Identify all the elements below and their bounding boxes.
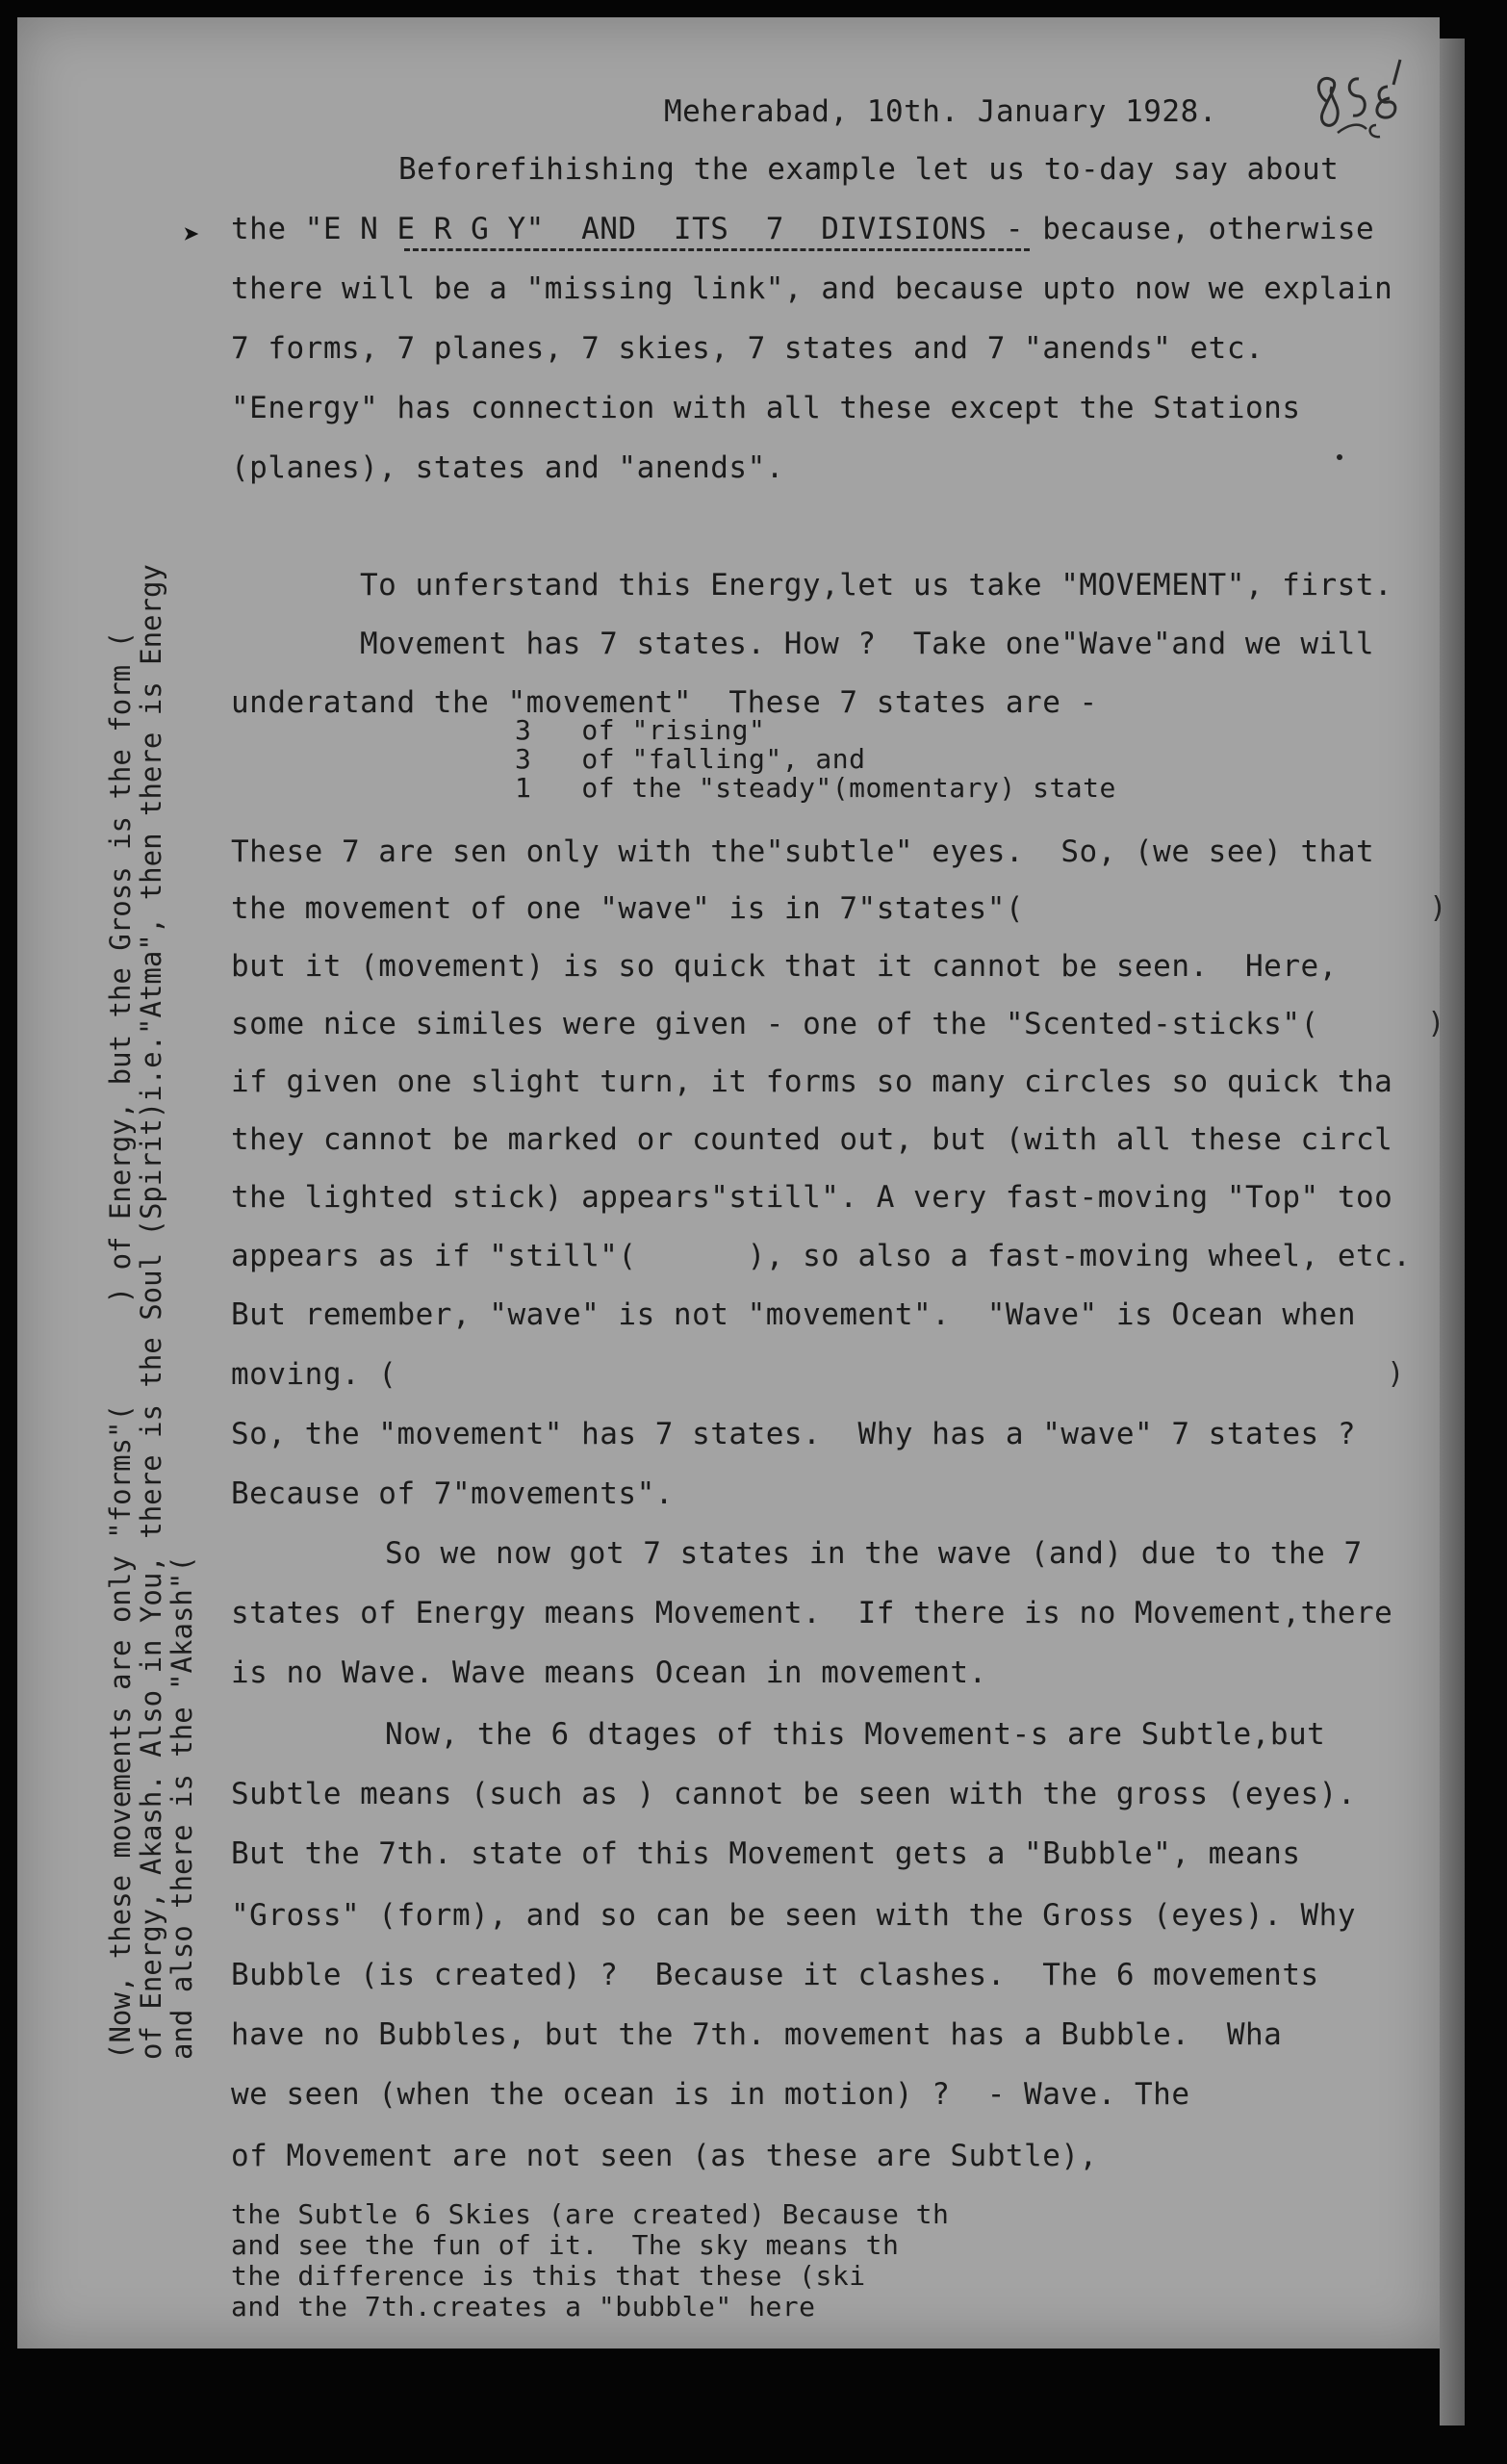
margin-note [104, 564, 221, 2060]
list-line: 3 of "rising" [515, 714, 766, 746]
body-line: of Movement are not seen (as these are Subtle), [231, 2139, 1098, 2173]
body-line: Because of 7"movements". [231, 1476, 674, 1511]
underline-dashes [404, 248, 1030, 251]
handwritten-page-note [1309, 58, 1415, 144]
body-line: "Energy" has connection with all these except the Stations [231, 391, 1301, 425]
bracket-mark: ) [1390, 1357, 1401, 1391]
body-line: the lighted stick) appears"still". A very fast-moving "Top" too [231, 1180, 1393, 1215]
body-line: have no Bubbles, but the 7th. movement has a Bubble. Wha [231, 2017, 1283, 2052]
body-line: Now, the 6 dtages of this Movement-s are Subtle,but [385, 1717, 1326, 1752]
body-line: These 7 are sen only with the"subtle" eyes. So, (we see) that [231, 834, 1375, 869]
body-line: 7 forms, 7 planes, 7 skies, 7 states and 7 "anends" etc. [231, 331, 1264, 366]
body-line: But the 7th. state of this Movement gets a "Bubble", means [231, 1836, 1301, 1871]
margin-note-line: of Energy, Akash. Also in You, there is the Soul (Spirit)i.e."Atma", then there is Energy [135, 564, 167, 2060]
body-line: appears as if "still"( ), so also a fast-moving wheel, etc. [231, 1239, 1412, 1273]
body-line: the difference is this that these (ski [231, 2260, 866, 2292]
body-line: and see the fun of it. The sky means th [231, 2229, 900, 2261]
margin-note-line: and also there is the "Akash"( [166, 1555, 198, 2060]
ink-dot [1337, 454, 1342, 460]
body-line: "Gross" (form), and so can be seen with the Gross (eyes). Why [231, 1898, 1356, 1933]
body-line: Movement has 7 states. How ? Take one"Wave"and we will [360, 627, 1374, 661]
list-line: 1 of the "steady"(momentary) state [515, 772, 1116, 804]
body-line: is no Wave. Wave means Ocean in movement. [231, 1656, 987, 1690]
margin-note-line: (Now, these movements are only "forms"( ) of Energy, but the Gross is the form ( [104, 630, 137, 2060]
body-line: Beforefihishing the example let us to-day say about [398, 152, 1340, 187]
page-edge [1440, 38, 1465, 2426]
body-line: the Subtle 6 Skies (are created) Because th [231, 2198, 950, 2230]
body-line: But remember, "wave" is not "movement". "Wave" is Ocean when [231, 1297, 1356, 1332]
body-line: if given one slight turn, it forms so many circles so quick tha [231, 1065, 1393, 1099]
body-line: underatand the "movement" These 7 states are - [231, 685, 1098, 720]
body-line: the movement of one "wave" is in 7"states"( [231, 891, 1025, 926]
body-line: there will be a "missing link", and because upto now we explain [231, 271, 1393, 306]
body-line: states of Energy means Movement. If there is no Movement,there [231, 1596, 1393, 1630]
body-line: Bubble (is created) ? Because it clashes. The 6 movements [231, 1958, 1319, 1992]
list-line: 3 of "falling", and [515, 743, 866, 775]
body-line: they cannot be marked or counted out, but (with all these circl [231, 1122, 1393, 1157]
bracket-mark: ) [1430, 1007, 1442, 1040]
body-line: the "E N E R G Y" AND ITS 7 DIVISIONS - because, otherwise [231, 212, 1375, 246]
body-line: Subtle means (such as ) cannot be seen with the gross (eyes). [231, 1777, 1356, 1811]
body-line: (planes), states and "anends". [231, 450, 784, 485]
body-line: some nice similes were given - one of the "Scented-sticks"( [231, 1007, 1319, 1041]
body-line: but it (movement) is so quick that it cannot be seen. Here, [231, 949, 1338, 984]
body-line: we seen (when the ocean is in motion) ? - Wave. The [231, 2077, 1190, 2112]
body-line: To unferstand this Energy,let us take "MOVEMENT", first. [360, 568, 1393, 603]
date-line: Meherabad, 10th. January 1928. [664, 94, 1217, 129]
body-line: So we now got 7 states in the wave (and) due to the 7 [385, 1536, 1363, 1571]
bracket-mark: ) [1432, 891, 1443, 925]
body-line: So, the "movement" has 7 states. Why has a "wave" 7 states ? [231, 1417, 1356, 1451]
body-line: and the 7th.creates a "bubble" here [231, 2291, 816, 2323]
body-line: moving. ( [231, 1357, 397, 1392]
arrow-marker-icon: ➤ [183, 218, 201, 252]
